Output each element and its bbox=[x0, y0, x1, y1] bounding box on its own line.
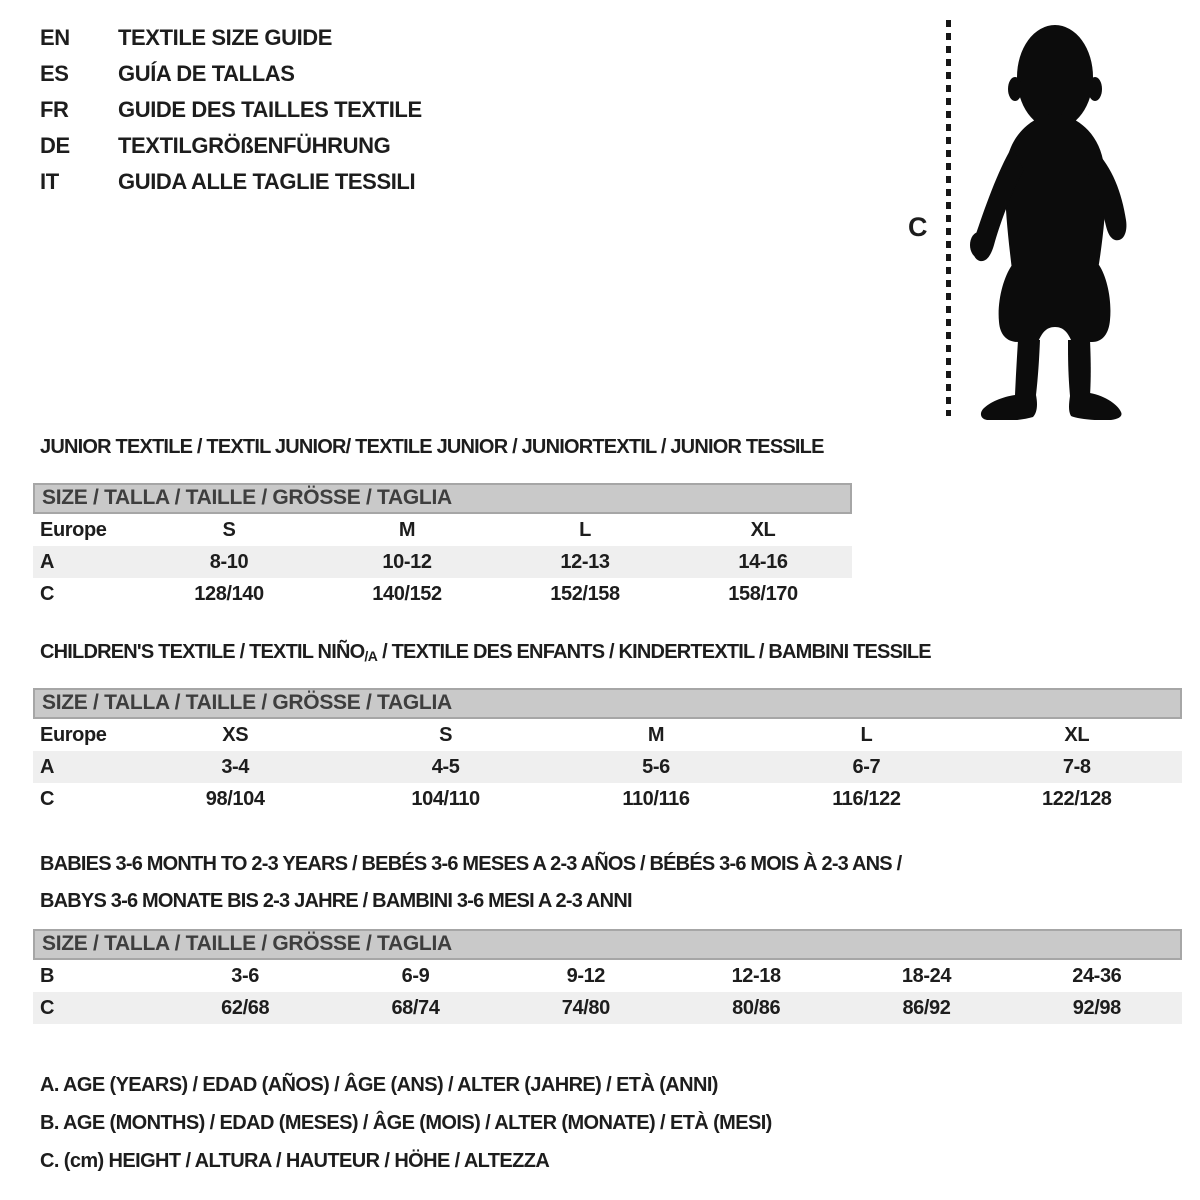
age-value: 9-12 bbox=[566, 964, 606, 987]
table-row bbox=[33, 783, 1182, 815]
junior-size-table bbox=[33, 514, 852, 610]
table-row bbox=[33, 514, 852, 546]
toddler-shape bbox=[970, 25, 1126, 420]
language-code: FR bbox=[40, 97, 69, 122]
guide-title: TEXTILGRÖßENFÜHRUNG bbox=[118, 133, 391, 158]
babies-size-table bbox=[33, 960, 1182, 1024]
height-value: 62/68 bbox=[221, 996, 270, 1019]
toddler-silhouette-icon bbox=[960, 15, 1140, 420]
age-value: 6-7 bbox=[852, 755, 881, 778]
language-row bbox=[40, 134, 422, 170]
section-title bbox=[33, 641, 1182, 664]
age-value: 5-6 bbox=[642, 755, 670, 778]
size-header-bar: SIZE / TALLA / TAILLE / GRÖSSE / TAGLIA bbox=[33, 688, 1182, 719]
language-row bbox=[40, 98, 422, 134]
age-value: 8-10 bbox=[209, 550, 249, 573]
title-part: CHILDREN'S TEXTILE / TEXTIL NIÑO bbox=[40, 641, 365, 663]
height-value: 158/170 bbox=[728, 582, 798, 605]
legend-line-b: B. AGE (MONTHS) / EDAD (MESES) / ÂGE (MOIS) / ALTER (MONATE) / ETÀ (MESI) bbox=[40, 1112, 772, 1134]
section-title: JUNIOR TEXTILE / TEXTIL JUNIOR/ TEXTILE JUNIOR / JUNIORTEXTIL / JUNIOR TESSILE bbox=[40, 436, 824, 458]
age-value: 10-12 bbox=[382, 550, 432, 573]
table-row bbox=[33, 578, 852, 610]
row-label: C bbox=[40, 787, 55, 810]
age-value: 24-36 bbox=[1072, 964, 1122, 987]
table-row bbox=[33, 751, 1182, 783]
table-row bbox=[33, 546, 852, 578]
legend-line-c: C. (cm) HEIGHT / ALTURA / HAUTEUR / HÖHE / ALTEZZA bbox=[40, 1150, 550, 1172]
legend bbox=[40, 1066, 772, 1180]
table-row bbox=[33, 719, 1182, 751]
language-row bbox=[40, 26, 422, 62]
section-babies-textile bbox=[33, 846, 1182, 1019]
language-title-list bbox=[40, 26, 422, 206]
guide-title: GUÍA DE TALLAS bbox=[118, 61, 295, 86]
row-label: A bbox=[40, 550, 55, 573]
guide-title: GUIDA ALLE TAGLIE TESSILI bbox=[118, 169, 416, 194]
height-measure-dashed-line bbox=[946, 20, 951, 416]
size-value: S bbox=[222, 518, 236, 541]
age-value: 3-4 bbox=[221, 755, 250, 778]
height-value: 122/128 bbox=[1042, 787, 1112, 810]
row-label: C bbox=[40, 996, 55, 1019]
row-label: A bbox=[40, 755, 55, 778]
row-label: Europe bbox=[40, 723, 107, 746]
height-value: 74/80 bbox=[561, 996, 610, 1019]
size-value: XL bbox=[1064, 723, 1090, 746]
age-value: 3-6 bbox=[231, 964, 260, 987]
age-value: 12-18 bbox=[731, 964, 781, 987]
language-code: DE bbox=[40, 133, 70, 158]
table-row bbox=[33, 960, 1182, 992]
height-value: 140/152 bbox=[372, 582, 442, 605]
height-value: 86/92 bbox=[902, 996, 951, 1019]
height-value: 80/86 bbox=[732, 996, 781, 1019]
height-measure-label: C bbox=[908, 212, 928, 242]
title-line: BABIES 3-6 MONTH TO 2-3 YEARS / BEBÉS 3-6 MESES A 2-3 AÑOS / BÉBÉS 3-6 MOIS À 2-3 ANS / bbox=[40, 853, 902, 875]
height-value: 92/98 bbox=[1072, 996, 1121, 1019]
row-label: B bbox=[40, 964, 55, 987]
guide-title: GUIDE DES TAILLES TEXTILE bbox=[118, 97, 422, 122]
table-row bbox=[33, 992, 1182, 1024]
height-value: 116/122 bbox=[832, 787, 901, 810]
title-line: BABYS 3-6 MONATE BIS 2-3 JAHRE / BAMBINI 3-6 MESI A 2-3 ANNI bbox=[40, 890, 632, 912]
size-header-bar: SIZE / TALLA / TAILLE / GRÖSSE / TAGLIA bbox=[33, 929, 1182, 960]
title-part: / TEXTILE DES ENFANTS / KINDERTEXTIL / BAMBINI TESSILE bbox=[377, 641, 931, 663]
language-code: ES bbox=[40, 61, 69, 86]
language-code: EN bbox=[40, 25, 70, 50]
language-row bbox=[40, 170, 422, 206]
row-label: Europe bbox=[40, 518, 107, 541]
age-value: 14-16 bbox=[738, 550, 788, 573]
section-children-textile bbox=[33, 641, 1182, 810]
size-value: XS bbox=[222, 723, 249, 746]
row-label: C bbox=[40, 582, 55, 605]
age-value: 18-24 bbox=[901, 964, 952, 987]
age-value: 7-8 bbox=[1062, 755, 1091, 778]
height-value: 104/110 bbox=[411, 787, 480, 810]
title-subscript: /A bbox=[364, 648, 378, 664]
size-value: L bbox=[579, 518, 591, 541]
children-size-table bbox=[33, 719, 1182, 815]
height-value: 128/140 bbox=[194, 582, 264, 605]
height-value: 98/104 bbox=[205, 787, 265, 810]
size-value: S bbox=[439, 723, 453, 746]
size-value: M bbox=[398, 518, 416, 541]
height-value: 110/116 bbox=[622, 787, 690, 810]
size-value: L bbox=[860, 723, 873, 746]
language-code: IT bbox=[40, 169, 59, 194]
guide-title: TEXTILE SIZE GUIDE bbox=[118, 25, 333, 50]
size-header-bar: SIZE / TALLA / TAILLE / GRÖSSE / TAGLIA bbox=[33, 483, 852, 514]
size-value: M bbox=[647, 723, 665, 746]
section-junior-textile bbox=[33, 436, 852, 605]
language-row bbox=[40, 62, 422, 98]
legend-line-a: A. AGE (YEARS) / EDAD (AÑOS) / ÂGE (ANS) / ALTER (JAHRE) / ETÀ (ANNI) bbox=[40, 1074, 718, 1096]
age-value: 6-9 bbox=[401, 964, 430, 987]
height-value: 68/74 bbox=[391, 996, 440, 1019]
age-value: 12-13 bbox=[560, 550, 610, 573]
height-value: 152/158 bbox=[550, 582, 620, 605]
age-value: 4-5 bbox=[431, 755, 460, 778]
section-title bbox=[33, 846, 1182, 920]
size-value: XL bbox=[750, 518, 776, 541]
